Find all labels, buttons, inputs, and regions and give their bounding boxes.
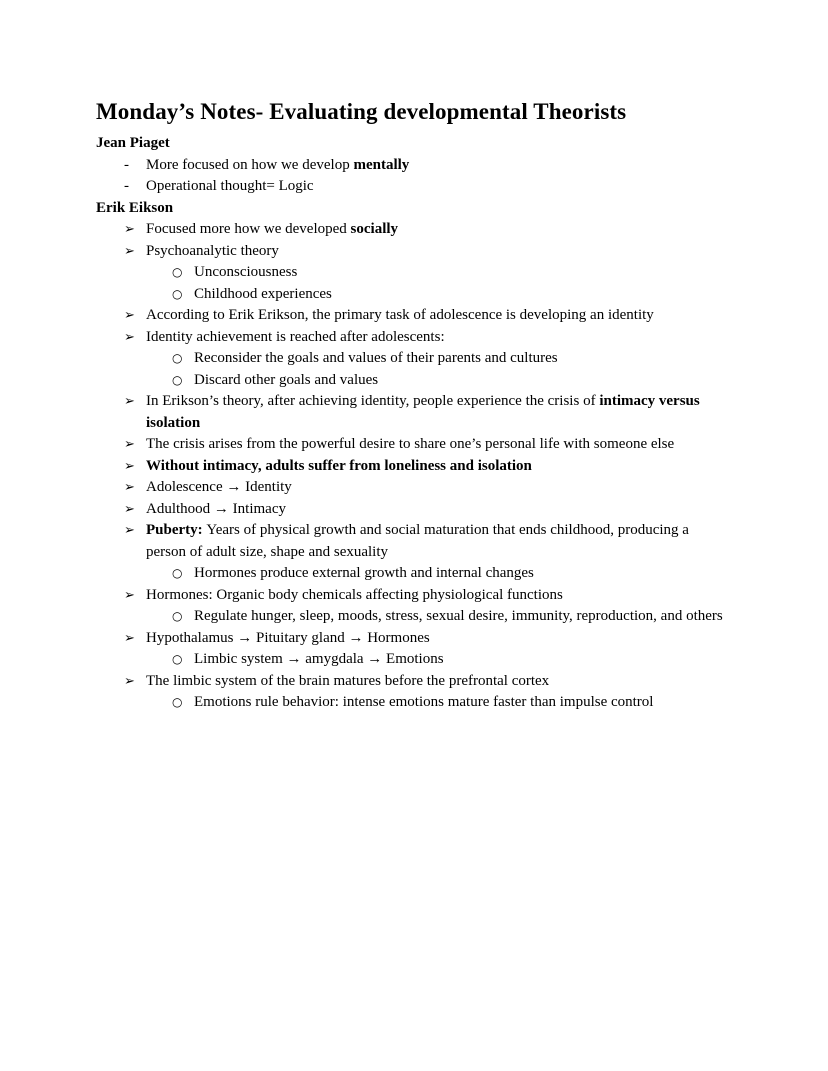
arrow-bullet: ➢ [124, 587, 135, 603]
list-item [96, 370, 728, 392]
text-segment: In Erikson’s theory, after achieving identity, people experience the crisis of [146, 393, 600, 409]
arrow-bullet: ➢ [124, 523, 135, 538]
list-item [96, 284, 728, 306]
text-run [146, 155, 728, 177]
text-segment: Focused more how we developed [146, 221, 351, 237]
text-segment: Erik Eikson [96, 199, 174, 216]
text-run [146, 499, 728, 521]
text-segment: The limbic system of the brain matures before the prefrontal cortex [146, 672, 550, 689]
circle-bullet: ○ [172, 609, 183, 623]
list-item [96, 671, 728, 693]
list-item [96, 477, 728, 499]
text-run [146, 477, 728, 499]
text-segment: Psychoanalytic theory [146, 242, 279, 259]
text-segment: Discard other goals and values [194, 371, 379, 388]
text-run [194, 284, 728, 306]
text-run [194, 606, 728, 628]
list-item [96, 606, 728, 628]
arrow-bullet: ➢ [124, 501, 135, 517]
arrow-bullet: ➢ [124, 630, 135, 646]
circle-bullet: ○ [172, 351, 183, 365]
text-run [146, 585, 728, 607]
text-segment: Years of physical growth and social maturation that ends childhood, producing a person of adult size, shape and sexuality [146, 522, 689, 560]
text-run [96, 198, 728, 220]
text-run [146, 391, 728, 434]
text-segment: Hormones produce external growth and internal changes [194, 565, 534, 581]
circle-bullet: ○ [172, 652, 183, 666]
list-item [96, 692, 728, 714]
arrow-bullet: ➢ [124, 243, 135, 259]
text-segment: intimacy versus isolation [146, 393, 700, 431]
text-segment: Childhood experiences [194, 285, 332, 302]
arrow-bullet: ➢ [124, 308, 135, 323]
text-segment: Hypothalamus → Pituitary gland → Hormones [146, 629, 430, 646]
text-run [194, 692, 728, 714]
text-run [146, 520, 728, 563]
list-item [96, 241, 728, 263]
text-segment: Unconsciousness [194, 264, 298, 280]
circle-bullet: ○ [172, 566, 183, 580]
text-run [146, 305, 728, 327]
text-run [194, 370, 728, 392]
text-run [194, 563, 728, 585]
text-run [194, 348, 728, 370]
list-item [96, 563, 728, 585]
text-segment: Operational thought= Logic [146, 178, 314, 194]
list-item [96, 391, 728, 434]
text-run [146, 241, 728, 263]
arrow-bullet: ➢ [124, 673, 135, 689]
arrow-bullet: ➢ [124, 394, 135, 409]
list-item [96, 649, 728, 671]
list-item [96, 305, 728, 327]
text-segment: Limbic system → amygdala → Emotions [194, 651, 444, 667]
text-run [146, 176, 728, 198]
list-item [96, 176, 728, 198]
text-run [194, 649, 728, 671]
text-segment: The crisis arises from the powerful desire to share one’s personal life with someone else [146, 436, 675, 452]
text-segment: socially [350, 221, 399, 237]
circle-bullet: ○ [172, 265, 183, 279]
arrow-bullet: ➢ [124, 458, 135, 474]
arrow-bullet: ➢ [124, 437, 135, 452]
text-segment: Regulate hunger, sleep, moods, stress, sexual desire, immunity, reproduction, and others [194, 608, 723, 624]
list-item [96, 520, 728, 563]
page-title: Monday’s Notes- Evaluating developmental Theorists [96, 99, 627, 124]
arrow-bullet: ➢ [124, 222, 135, 237]
text-segment: According to Erik Erikson, the primary task of adolescence is developing an identity [146, 307, 654, 323]
text-segment: Jean Piaget [96, 135, 170, 151]
text-run [96, 133, 728, 155]
arrow-bullet: ➢ [124, 480, 135, 495]
text-run [146, 327, 728, 349]
text-segment: Puberty: [146, 522, 207, 538]
arrow-bullet: ➢ [124, 329, 135, 345]
list-item [96, 499, 728, 521]
text-segment: Reconsider the goals and values of their parents and cultures [194, 350, 558, 366]
document-body [96, 133, 728, 714]
text-segment: mentally [353, 156, 410, 173]
text-segment: Without intimacy, adults suffer from loneliness and isolation [146, 457, 532, 474]
list-item [96, 219, 728, 241]
text-run [146, 434, 728, 456]
list-item [96, 155, 728, 177]
circle-bullet: ○ [172, 372, 183, 387]
section-heading [96, 133, 728, 155]
text-segment: Adulthood → Intimacy [146, 500, 286, 517]
text-segment: More focused on how we develop [146, 156, 354, 173]
text-segment: Adolescence → Identity [146, 479, 292, 495]
circle-bullet: ○ [172, 286, 183, 301]
list-item [96, 628, 728, 650]
text-segment: Identity achievement is reached after adolescents: [146, 328, 445, 345]
list-item [96, 327, 728, 349]
text-segment: Hormones: Organic body chemicals affecting physiological functions [146, 586, 563, 603]
dash-bullet: - [124, 156, 129, 173]
list-item [96, 585, 728, 607]
section-heading [96, 198, 728, 220]
text-run [146, 628, 728, 650]
text-run [146, 219, 728, 241]
list-item [96, 456, 728, 478]
text-segment: Emotions rule behavior: intense emotions mature faster than impulse control [194, 694, 654, 710]
circle-bullet: ○ [172, 695, 183, 709]
text-run [194, 262, 728, 284]
list-item [96, 262, 728, 284]
text-run [146, 456, 728, 478]
list-item [96, 348, 728, 370]
dash-bullet: - [124, 178, 129, 194]
text-run [146, 671, 728, 693]
list-item [96, 434, 728, 456]
